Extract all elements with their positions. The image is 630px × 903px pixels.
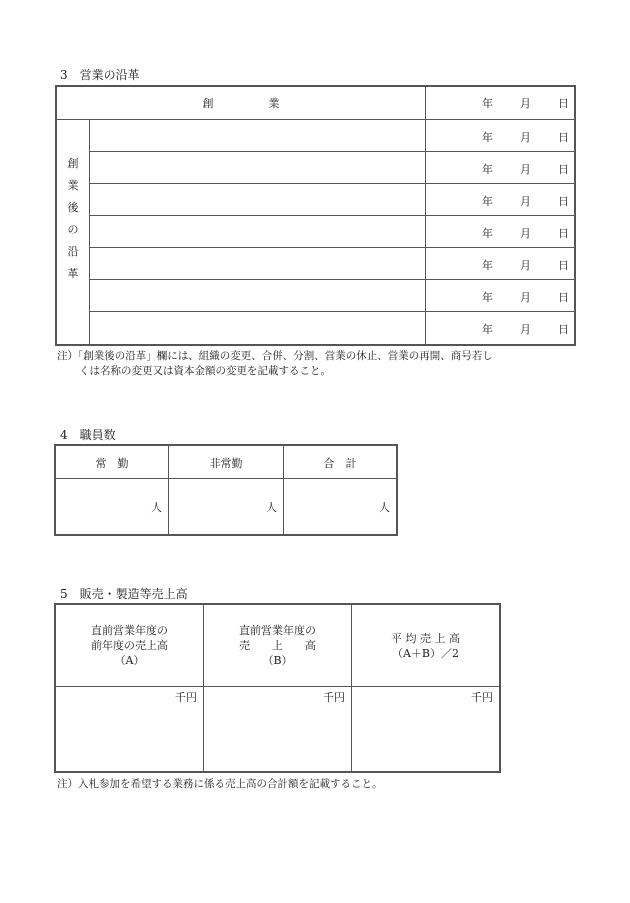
header-line: 直前営業年度の (239, 624, 316, 637)
divider (351, 603, 352, 773)
history-date-7 (426, 312, 574, 344)
average-sales-header (352, 631, 499, 661)
label-char: の (67, 223, 79, 236)
history-date-4 (426, 216, 574, 248)
day-label: 日 (558, 227, 569, 240)
total-header: 合 計 (323, 457, 357, 470)
section-3-note (57, 349, 597, 379)
day-label: 日 (558, 291, 569, 304)
day-label: 日 (558, 163, 569, 176)
year-label: 年 (482, 323, 493, 336)
divider (54, 686, 501, 687)
label-char: 沿 (67, 245, 79, 258)
day-label: 日 (558, 259, 569, 272)
note-line: くは名称の変更又は資本金額の変更を記載すること。 (79, 365, 331, 377)
fulltime-header: 常 勤 (95, 457, 129, 470)
total-unit: 人 (379, 501, 390, 514)
header-line: （B） (262, 654, 293, 667)
month-label: 月 (520, 259, 531, 272)
header-line: （A） (114, 654, 145, 667)
month-label: 月 (520, 195, 531, 208)
section-5-heading: 5 販売・製造等売上高 (60, 587, 188, 601)
label-char: 後 (67, 201, 79, 214)
parttime-unit: 人 (266, 501, 277, 514)
month-label: 月 (520, 323, 531, 336)
history-date-5 (426, 248, 574, 280)
note-line: 注）「創業後の沿革」欄には、組織の変更、合併、分割、営業の休止、営業の再開、商号若し (57, 350, 493, 362)
year-label: 年 (482, 195, 493, 208)
day-label: 日 (558, 323, 569, 336)
post-founding-label (57, 155, 89, 287)
last-year-unit: 千円 (323, 691, 345, 704)
label-char: 業 (67, 179, 79, 192)
fulltime-unit: 人 (151, 501, 162, 514)
month-label: 月 (520, 291, 531, 304)
history-date-6 (426, 280, 574, 312)
year-label: 年 (482, 97, 493, 110)
day-label: 日 (558, 131, 569, 144)
header-line: （A＋B）／2 (391, 647, 460, 660)
parttime-header: 非常勤 (209, 457, 243, 470)
month-label: 月 (520, 163, 531, 176)
day-label: 日 (558, 195, 569, 208)
history-date-3 (426, 184, 574, 216)
average-unit: 千円 (471, 691, 493, 704)
history-date-2 (426, 152, 574, 184)
year-label: 年 (482, 163, 493, 176)
year-label: 年 (482, 259, 493, 272)
header-line: 平 均 売 上 高 (391, 632, 460, 645)
prior-year-unit: 千円 (175, 691, 197, 704)
year-label: 年 (482, 291, 493, 304)
prior-year-sales-header (56, 623, 203, 668)
section-3-heading: 3 営業の沿革 (60, 68, 140, 82)
day-label: 日 (558, 97, 569, 110)
header-line: 売 上 高 (239, 639, 316, 652)
section-5-note: 注）入札参加を希望する業務に係る売上高の合計額を記載すること。 (57, 778, 383, 790)
month-label: 月 (520, 97, 531, 110)
last-year-sales-header (204, 623, 351, 668)
founding-date (426, 86, 574, 118)
history-date-1 (426, 120, 574, 152)
label-char: 革 (67, 267, 79, 280)
founding-label: 創 業 (202, 97, 280, 110)
label-char: 創 (67, 157, 79, 170)
divider (54, 478, 398, 479)
header-line: 直前営業年度の (91, 624, 168, 637)
header-line: 前年度の売上高 (91, 639, 168, 652)
month-label: 月 (520, 131, 531, 144)
month-label: 月 (520, 227, 531, 240)
section-4-heading: 4 職員数 (60, 428, 116, 442)
year-label: 年 (482, 227, 493, 240)
year-label: 年 (482, 131, 493, 144)
